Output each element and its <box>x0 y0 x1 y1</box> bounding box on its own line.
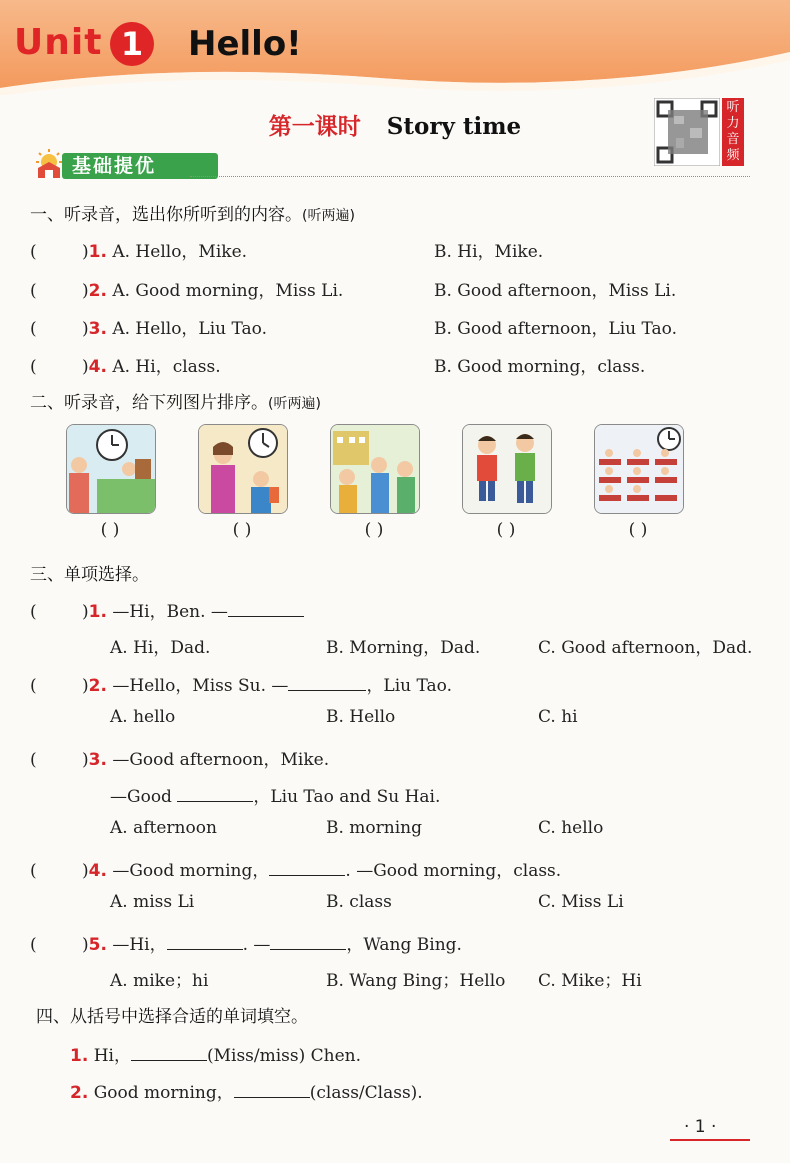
paren-close: ) <box>82 319 89 339</box>
question-number: 4. <box>88 357 107 377</box>
part1-question-3 <box>30 314 267 339</box>
question-number: 2. <box>88 676 107 696</box>
question-text: —Hi，Ben. — <box>112 602 228 622</box>
option-b: B. Hi，Mike. <box>434 242 544 262</box>
option-b: B. class <box>326 892 392 912</box>
children-greeting-icon <box>331 425 419 513</box>
lesson-title-en: Story time <box>386 113 522 140</box>
answer-blank[interactable] <box>270 935 346 950</box>
part3-question-2 <box>30 671 452 696</box>
answer-paren[interactable]: ( <box>30 935 37 955</box>
option-a: A. hello <box>110 707 176 727</box>
question-text: —Good afternoon，Mike. <box>112 750 330 770</box>
paren-close: ) <box>82 281 89 301</box>
option-a: A. afternoon <box>110 818 217 838</box>
question-text-mid: . — <box>242 935 271 955</box>
question-text: —Hi， <box>112 935 167 955</box>
answer-paren[interactable]: ( <box>30 242 37 262</box>
picture-1 <box>66 424 156 514</box>
picture-5-answer[interactable]: ( ) <box>628 520 648 540</box>
picture-2 <box>198 424 288 514</box>
answer-paren[interactable]: ( <box>30 319 37 339</box>
option-b: B. Good afternoon，Liu Tao. <box>434 319 678 339</box>
part3-heading: 三、单项选择。 <box>30 565 149 585</box>
teacher-boy-clock-icon <box>199 425 287 513</box>
section-banner-label: 基础提优 <box>62 153 218 179</box>
picture-2-answer[interactable]: ( ) <box>232 520 252 540</box>
part3-question-1 <box>30 597 304 622</box>
paren-close: ) <box>82 676 89 696</box>
sun-house-icon <box>32 148 66 180</box>
question-text-end: . —Good morning，class. <box>345 861 562 881</box>
question-text: —Good <box>110 787 172 807</box>
footer-rule <box>670 1138 750 1142</box>
part1-note: (听两遍) <box>302 208 355 224</box>
option-b: B. Morning，Dad. <box>326 638 481 658</box>
divider <box>190 176 750 177</box>
qr-code-icon[interactable] <box>654 98 720 166</box>
part2-heading-text: 二、听录音，给下列图片排序。 <box>30 393 268 413</box>
answer-paren[interactable]: ( <box>30 602 37 622</box>
paren-close: ) <box>82 357 89 377</box>
question-text: Hi， <box>93 1046 131 1066</box>
picture-1-answer[interactable]: ( ) <box>100 520 120 540</box>
paren-close: ) <box>82 750 89 770</box>
answer-blank[interactable] <box>131 1046 207 1061</box>
answer-blank[interactable] <box>234 1083 310 1098</box>
question-number: 3. <box>88 319 107 339</box>
picture-5 <box>594 424 684 514</box>
qr-audio-label: 听力音频 <box>722 98 744 166</box>
answer-paren[interactable]: ( <box>30 750 37 770</box>
option-a: A. Hi，class. <box>112 357 221 377</box>
paren-close: ) <box>82 861 89 881</box>
paren-close: ) <box>82 935 89 955</box>
question-number: 1. <box>88 602 107 622</box>
question-number: 5. <box>88 935 107 955</box>
option-b: B. Wang Bing；Hello <box>326 971 506 991</box>
question-text: —Good morning， <box>112 861 270 881</box>
answer-blank[interactable] <box>228 602 304 617</box>
option-a: A. Hello，Mike. <box>112 242 248 262</box>
part3-question-4 <box>30 856 561 881</box>
part1-question-1 <box>30 237 247 262</box>
part2-heading <box>30 388 321 413</box>
option-c: C. hi <box>538 707 578 727</box>
option-b: B. Hello <box>326 707 396 727</box>
option-a: A. Hi，Dad. <box>110 638 211 658</box>
answer-blank[interactable] <box>177 787 253 802</box>
mother-bedroom-clock-icon <box>67 425 155 513</box>
answer-blank[interactable] <box>288 676 366 691</box>
part3-question-5 <box>30 930 462 955</box>
option-a: A. Hello，Liu Tao. <box>112 319 267 339</box>
question-number: 4. <box>88 861 107 881</box>
option-b: B. morning <box>326 818 422 838</box>
question-number: 3. <box>88 750 107 770</box>
part1-heading-text: 一、听录音，选出你所听到的内容。 <box>30 205 302 225</box>
unit-header <box>0 0 790 95</box>
unit-number-badge: 1 <box>110 22 154 66</box>
paren-close: ) <box>82 242 89 262</box>
answer-blank[interactable] <box>269 861 345 876</box>
option-a: A. mike；hi <box>110 971 209 991</box>
option-a: A. miss Li <box>110 892 195 912</box>
picture-4-answer[interactable]: ( ) <box>496 520 516 540</box>
option-a: A. Good morning，Miss Li. <box>112 281 344 301</box>
paren-close: ) <box>82 602 89 622</box>
question-text-end: ，Liu Tao and Su Hai. <box>253 787 441 807</box>
part4-item-1 <box>70 1041 361 1066</box>
part1-question-4 <box>30 352 221 377</box>
question-text: Good morning， <box>93 1083 234 1103</box>
option-c: C. Mike；Hi <box>538 971 642 991</box>
unit-title: Hello! <box>188 24 302 64</box>
option-c: C. Good afternoon，Dad. <box>538 638 753 658</box>
classroom-clock-icon <box>595 425 683 513</box>
answer-paren[interactable]: ( <box>30 861 37 881</box>
option-b: B. Good morning，class. <box>434 357 646 377</box>
picture-3-answer[interactable]: ( ) <box>364 520 384 540</box>
option-c: C. hello <box>538 818 604 838</box>
answer-paren[interactable]: ( <box>30 281 37 301</box>
part4-heading: 四、从括号中选择合适的单词填空。 <box>36 1007 308 1027</box>
question-text-end: (class/Class). <box>309 1083 423 1103</box>
question-number: 1. <box>88 242 107 262</box>
part3-question-3 <box>30 745 329 770</box>
answer-paren[interactable]: ( <box>30 357 37 377</box>
answer-paren[interactable]: ( <box>30 676 37 696</box>
two-boys-icon <box>463 425 551 513</box>
question-number: 2. <box>70 1083 89 1103</box>
picture-3 <box>330 424 420 514</box>
question-number: 2. <box>88 281 107 301</box>
answer-blank[interactable] <box>167 935 243 950</box>
question-3-line-2 <box>110 782 440 807</box>
question-number: 1. <box>70 1046 89 1066</box>
option-b: B. Good afternoon，Miss Li. <box>434 281 677 301</box>
picture-4 <box>462 424 552 514</box>
question-text: —Hello，Miss Su. — <box>112 676 289 696</box>
question-text-end: (Miss/miss) Chen. <box>206 1046 362 1066</box>
lesson-title-cn: 第一课时 <box>268 114 361 140</box>
page-number: · 1 · <box>684 1117 717 1137</box>
unit-label: Unit <box>14 22 103 63</box>
part1-heading <box>30 200 355 225</box>
part2-note: (听两遍) <box>268 396 321 412</box>
part1-question-2 <box>30 276 343 301</box>
part4-item-2 <box>70 1078 423 1103</box>
option-c: C. Miss Li <box>538 892 624 912</box>
question-text-end: ，Wang Bing. <box>346 935 462 955</box>
question-text-end: ，Liu Tao. <box>366 676 453 696</box>
